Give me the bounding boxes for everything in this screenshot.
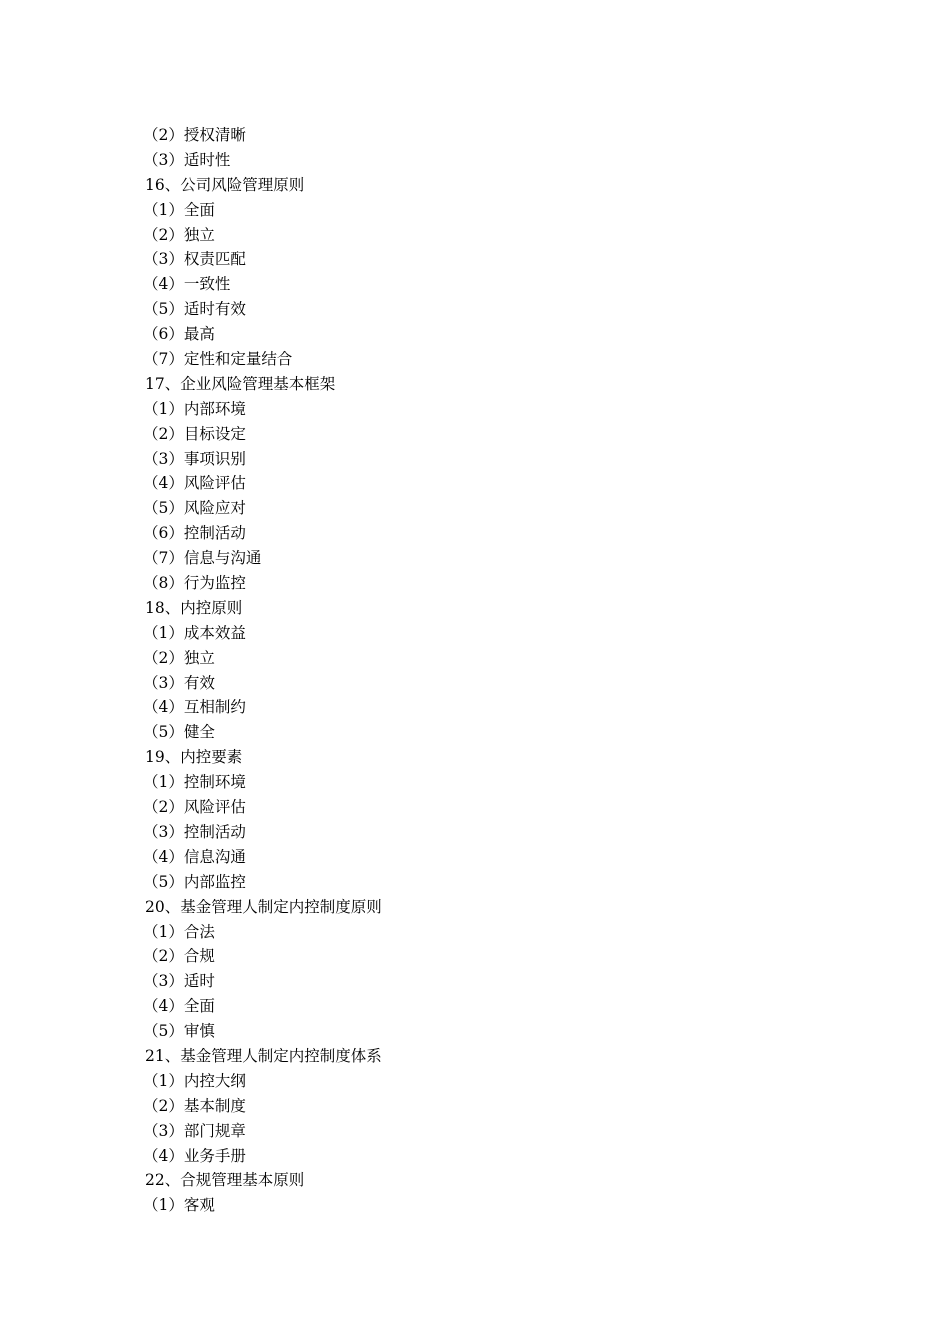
list-item: （3）权责匹配: [143, 250, 246, 269]
document-body: [143, 123, 823, 1218]
list-item: （3）事项识别: [143, 449, 246, 468]
list-item: （4）信息沟通: [143, 847, 246, 866]
list-item: （2）合规: [143, 947, 215, 966]
list-item: （2）目标设定: [143, 424, 246, 443]
section-heading: 17、企业风险管理基本框架: [145, 374, 336, 393]
list-item: （4）风险评估: [143, 474, 246, 493]
section-heading: 21、基金管理人制定内控制度体系: [145, 1046, 382, 1065]
list-item: （1）控制环境: [143, 773, 246, 792]
list-item: （1）成本效益: [143, 623, 246, 642]
list-item: （3）控制活动: [143, 822, 246, 841]
list-item: （4）业务手册: [143, 1146, 246, 1165]
list-item: （5）审慎: [143, 1022, 215, 1041]
list-item: （2）基本制度: [143, 1096, 246, 1115]
list-item: （1）客观: [143, 1196, 215, 1215]
list-item: （7）信息与沟通: [143, 549, 262, 568]
list-item: （2）独立: [143, 648, 215, 667]
list-item: （1）内控大纲: [143, 1071, 246, 1090]
list-item: （6）最高: [143, 325, 215, 344]
list-item: （4）互相制约: [143, 698, 246, 717]
list-item: （5）内部监控: [143, 872, 246, 891]
list-item: （5）适时有效: [143, 300, 246, 319]
list-item: （1）合法: [143, 922, 215, 941]
list-item: （3）适时性: [143, 150, 231, 169]
list-item: （4）全面: [143, 997, 215, 1016]
list-item: （3）有效: [143, 673, 215, 692]
list-item: （1）全面: [143, 200, 215, 219]
list-item: （5）健全: [143, 723, 215, 742]
section-heading: 16、公司风险管理原则: [145, 175, 305, 194]
list-item: （3）部门规章: [143, 1121, 246, 1140]
list-item: （2）风险评估: [143, 798, 246, 817]
section-heading: 22、合规管理基本原则: [145, 1171, 305, 1190]
list-item: （8）行为监控: [143, 574, 246, 593]
list-item: （3）适时: [143, 972, 215, 991]
list-item: （5）风险应对: [143, 499, 246, 518]
list-item: （7）定性和定量结合: [143, 350, 293, 369]
list-item: （2）独立: [143, 225, 215, 244]
list-item: （4）一致性: [143, 275, 231, 294]
list-item: （6）控制活动: [143, 524, 246, 543]
section-heading: 18、内控原则: [145, 598, 243, 617]
list-item: （2）授权清晰: [143, 126, 246, 144]
section-heading: 20、基金管理人制定内控制度原则: [145, 897, 382, 916]
list-item: （1）内部环境: [143, 399, 246, 418]
section-heading: 19、内控要素: [145, 748, 243, 767]
